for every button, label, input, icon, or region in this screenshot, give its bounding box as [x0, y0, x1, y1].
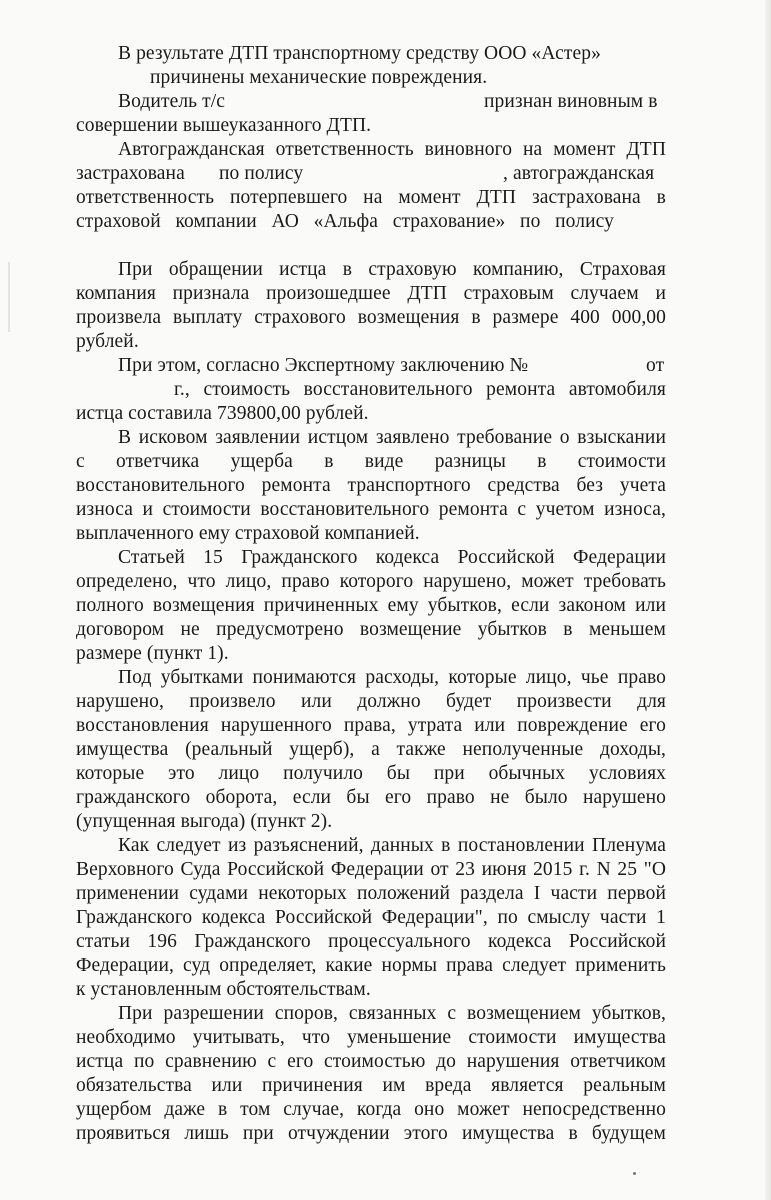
text-line: договором не предусмотрено возмещение убытков в меньшем [76, 619, 666, 640]
text-line: Под убытками понимаются расходы, которые лицо, чье право [118, 667, 666, 688]
text-line: г., стоимость восстановительного ремонта автомобиля [174, 379, 666, 400]
text-line: Как следует из разъяснений, данных в постановлении Пленума [118, 835, 666, 856]
text-line: имущества (реальный ущерб), а также неполученные доходы, [76, 739, 666, 760]
text-line: обязательства или причинения им вреда является реальным [76, 1075, 666, 1096]
text-line: ущербом даже в том случае, когда оно может непосредственно [76, 1099, 666, 1120]
text-line: нарушено, произвело или должно будет произвести для [76, 691, 666, 712]
text-line: к установленным обстоятельствам. [76, 979, 371, 1000]
text-line: определено, что лицо, право которого нарушено, может требовать [76, 571, 666, 592]
text-line: Федерации, суд определяет, какие нормы права следует применить [76, 955, 666, 976]
text-line: Автогражданская ответственность виновного на момент ДТП [118, 139, 666, 160]
text-line: проявиться лишь при отчуждении этого имущества в будущем [76, 1123, 666, 1144]
text-line: статьи 196 Гражданского процессуального кодекса Российской [76, 931, 666, 952]
text-line: Гражданского кодекса Российской Федерации", по смыслу части 1 [76, 907, 666, 928]
text-line: При разрешении споров, связанных с возмещением убытков, [118, 1003, 666, 1024]
text-line: выплаченного ему страховой компанией. [76, 523, 420, 544]
text-line: с ответчика ущерба в виде разницы в стоимости [76, 451, 666, 472]
text-line: признан виновным в [484, 91, 658, 112]
text-line: застрахована [76, 163, 185, 184]
text-line: причинены механические повреждения. [150, 67, 488, 88]
text-line: Статьей 15 Гражданского кодекса Российской Федерации [118, 547, 666, 568]
text-line: истца по сравнению с его стоимостью до нарушения ответчиком [76, 1051, 666, 1072]
text-line: которые это лицо получило бы при обычных условиях [76, 763, 666, 784]
text-line: (упущенная выгода) (пункт 2). [76, 811, 333, 832]
text-line: В результате ДТП транспортному средству ООО «Астер» [118, 43, 601, 64]
text-line: применении судами некоторых положений раздела I части первой [76, 883, 666, 904]
text-line: При обращении истца в страховую компанию, Страховая [118, 259, 666, 280]
text-line: износа и стоимости восстановительного ремонта с учетом износа, [76, 499, 666, 520]
text-line: произвела выплату страхового возмещения в размере 400 000,00 [76, 307, 666, 328]
text-line: совершении вышеуказанного ДТП. [76, 115, 372, 136]
text-line: полного возмещения причиненных ему убытков, если законом или [76, 595, 666, 616]
text-line: по полису [219, 163, 304, 184]
text-line: В исковом заявлении истцом заявлено требование о взыскании [118, 427, 666, 448]
text-line: восстановления нарушенного права, утрата или повреждение его [76, 715, 666, 736]
text-line: рублей. [76, 331, 139, 352]
text-line: При этом, согласно Экспертному заключению № [118, 355, 529, 376]
scan-speck [633, 1172, 636, 1175]
text-line: восстановительного ремонта транспортного средства без учета [76, 475, 666, 496]
text-line: компания признала произошедшее ДТП страховым случаем и [76, 283, 666, 304]
text-line: размере (пункт 1). [76, 643, 229, 664]
text-line: Водитель т/с [118, 91, 226, 112]
text-line: гражданского оборота, если бы его право не было нарушено [76, 787, 666, 808]
text-line: истца составила 739800,00 рублей. [76, 403, 369, 424]
text-line: Верховного Суда Российской Федерации от 23 июня 2015 г. N 25 "О [76, 859, 666, 880]
text-line: страховой компании АО «Альфа страхование» по полису [76, 211, 614, 232]
text-line: ответственность потерпевшего на момент ДТП застрахована в [76, 187, 666, 208]
text-line: необходимо учитывать, что уменьшение стоимости имущества [76, 1027, 666, 1048]
text-line: от [646, 355, 665, 376]
text-line: , автогражданская [503, 163, 655, 184]
